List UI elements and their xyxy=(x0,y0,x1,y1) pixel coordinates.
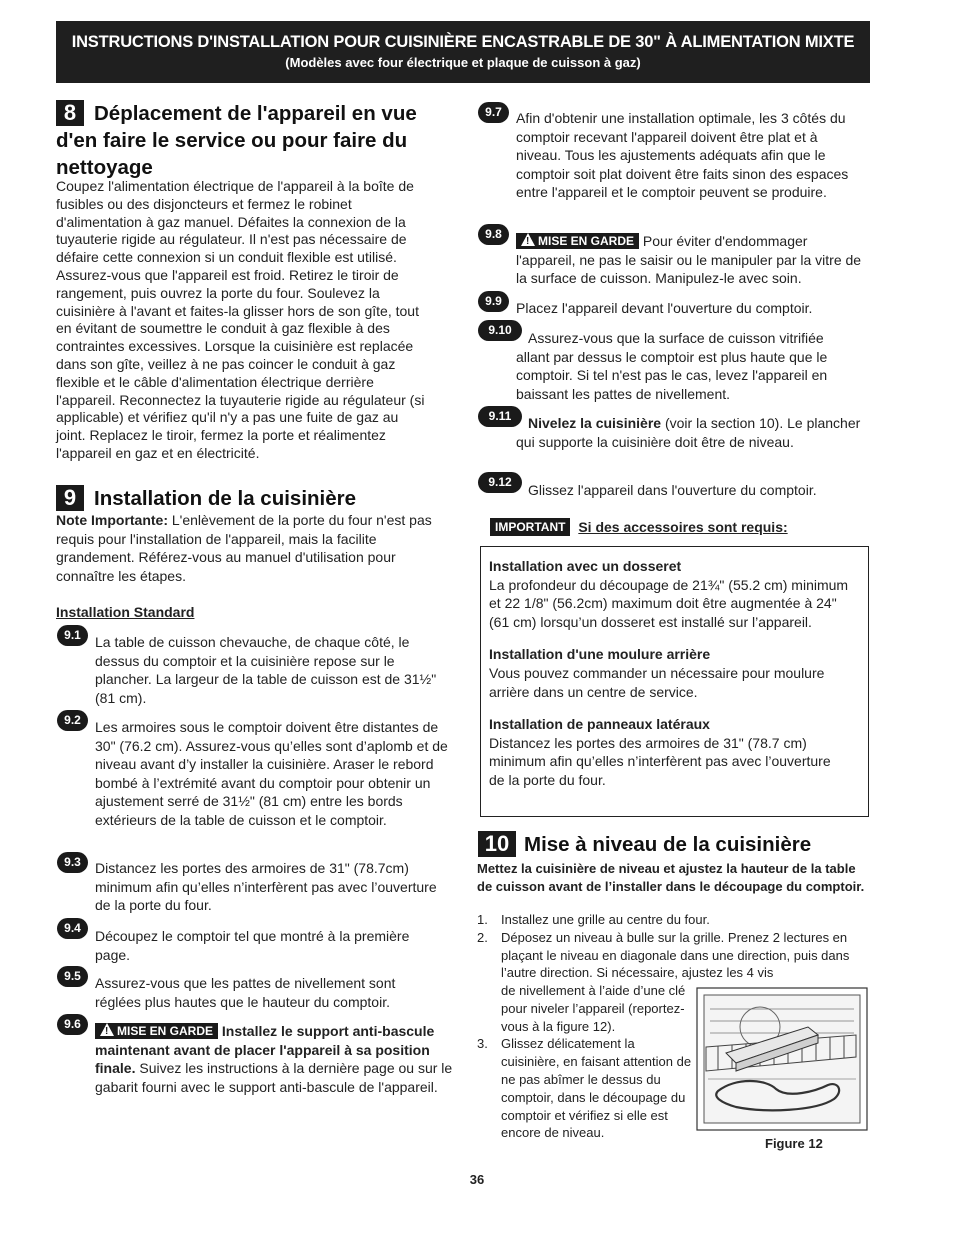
important-line xyxy=(490,518,788,536)
rear-trim-text: Vous pouvez commander un nécessaire pour moulure arrière dans un centre de service. xyxy=(489,664,825,700)
header-subtitle: (Modèles avec four électrique et plaque de cuisson à gaz) xyxy=(285,55,641,70)
list-item: de nivellement à l’aide d’une clé pour niveler l’appareil (reportez-vous à la figure 12). xyxy=(501,983,686,1034)
section-9-note: Note Importante: L'enlèvement de la porte du four n'est pas requis pour l'installation de l'appareil, mais la facilite grandement. Référez-vous au manuel d'utilisation pour connaître les étapes. xyxy=(56,512,432,584)
page-number: 36 xyxy=(469,1172,485,1187)
step-badge-9-5: 9.5 xyxy=(57,966,88,987)
step-9-9-text: Placez l'appareil devant l'ouverture du comptoir. xyxy=(516,300,813,316)
step-9-3-text: Distancez les portes des armoires de 31" (78.7cm) minimum afin qu’elles n’interfèrent pas avec l’ouverture de la porte du four. xyxy=(95,860,437,914)
section-9-title: 9 Installation de la cuisinière xyxy=(56,485,456,512)
figure-caption: Figure 12 xyxy=(765,1136,823,1151)
list-item: 3. Glissez délicatement la cuisinière, en faisant attention de ne pas abîmer le dessus du comptoir, dans le découpage du comptoir et vérifiez si elle est encore de niveau. xyxy=(477,1036,692,1141)
warning-icon xyxy=(521,233,535,246)
step-badge-9-10: 9.10 xyxy=(478,320,522,341)
side-panels-text: Distancez les portes des armoires de 31" (78.7 cm) minimum afin qu’elles n’interfèrent pas avec l’ouverture de la porte du four. xyxy=(489,734,831,788)
step-9-4-text: Découpez le comptoir tel que montré à la première page. xyxy=(95,928,410,963)
important-text: Si des accessoires sont requis: xyxy=(578,519,788,535)
section-10-title: 10 Mise à niveau de la cuisinière xyxy=(478,831,878,858)
step-9-5-text: Assurez-vous que les pattes de nivellement sont réglées plus hautes que le hauteur du comptoir. xyxy=(95,975,396,1010)
section-10-number: 10 xyxy=(478,831,516,857)
backsplash-heading: Installation avec un dosseret xyxy=(489,558,682,574)
section-9-number: 9 xyxy=(56,485,84,511)
list-item: 1. Installez une grille au centre du four. xyxy=(477,912,710,927)
figure-12-oven-illustration xyxy=(696,987,868,1131)
section-10-intro: Mettez la cuisinière de niveau et ajustez la hauteur de la table de cuisson avant de l’installer dans le découpage du comptoir. xyxy=(477,861,865,894)
warning-icon xyxy=(100,1023,114,1036)
header-banner xyxy=(56,21,870,83)
warning-tag: ! MISE EN GARDE xyxy=(95,1023,218,1039)
important-tag: IMPORTANT xyxy=(490,518,570,536)
step-badge-9-6: 9.6 xyxy=(57,1014,88,1035)
section-8 xyxy=(56,100,456,181)
section-8-title: 8 Déplacement de l'appareil en vue d'en faire le service ou pour faire du nettoyage xyxy=(56,100,417,179)
section-8-body: Coupez l'alimentation électrique de l'appareil à la boîte de fusibles ou des disjoncteurs et fermez le robinet d'alimentation à gaz manuel. Défaites la connexion de la tuyauterie rigide au régulateur. Il n'est pas nécessaire de défaire cette connexion si un conduit flexible est utilisé. Assurez-vous que l'appareil est froid. Retirez le tiroir de rangement, puis ouvrez la porte du four. Soulevez la cuisinière à l'avant et faites-la glisser hors de son gîte, tout en évitant de soumettre le conduit à gaz flexible à des contraintes excessives. Lorsque la cuisinière est replacée dans son gîte, veillez à ne pas coincer le conduit à gaz flexible et le câble d'alimentation électrique derrière l'appareil. Reconnectez la tuyauterie rigide au régulateur (si applicable) et vérifiez qu'il n'y a pas une fuite de gaz au joint. Replacez le tiroir, fermez la porte et réalimentez l'appareil en gaz et en électricité. xyxy=(56,178,425,461)
step-badge-9-1: 9.1 xyxy=(57,625,88,646)
step-9-8-text: ! MISE EN GARDE Pour éviter d'endommager l'appareil, ne pas le saisir ou le manipuler par la vitre de la surface de cuisson. Manipulez-le avec soin. xyxy=(516,232,868,288)
step-badge-9-4: 9.4 xyxy=(57,918,88,939)
step-9-6-text: ! MISE EN GARDE Installez le support anti-bascule maintenant avant de placer l'appareil à sa position finale. Suivez les instructions à la dernière page ou sur le gabarit fourni avec le support anti-bascule de l'appareil. xyxy=(95,1022,455,1096)
step-9-10-text: Assurez-vous que la surface de cuisson vitrifiée allant par dessus le comptoir est plus haute que le comptoir. Si tel n'est pas le cas, levez l'appareil en baissant les pattes de nivellement. xyxy=(516,330,828,402)
step-badge-9-2: 9.2 xyxy=(57,710,88,731)
list-item: 2. Déposez un niveau à bulle sur la grille. Prenez 2 lectures en plaçant le niveau en diagonale dans une direction, puis dans l’autre direction. Si nécessaire, ajustez les 4 vis xyxy=(477,929,850,981)
step-9-12-text: Glissez l'appareil dans l'ouverture du comptoir. xyxy=(528,482,817,498)
step-badge-9-11: 9.11 xyxy=(478,406,522,427)
step-badge-9-3: 9.3 xyxy=(57,852,88,873)
standard-installation-heading: Installation Standard xyxy=(56,604,195,620)
side-panels-heading: Installation de panneaux latéraux xyxy=(489,716,710,733)
step-9-7-text: Afin d'obtenir une installation optimale, les 3 côtés du comptoir recevant l'appareil doivent être plat et à niveau. Tous les ajustements adéquats afin que le comptoir soit plat doivent être faits sinon des espaces entre l'appareil et le comptoir peuvent se produire. xyxy=(516,110,849,201)
step-9-2-text: Les armoires sous le comptoir doivent être distantes de 30" (76.2 cm). Assurez-vous qu’elles sont d’aplomb et de niveau avant d’y installer la cuisinière. Araser le rebord bombé à l’extrémité avant du comptoir pour obtenir un ajustement serré de 31½" (81 cm) entre les bords extérieurs de la table de cuisson et le comptoir. xyxy=(95,719,448,828)
backsplash-text: La profondeur du découpage de 21¾" (55.2 cm) minimum et 22 1/8" (56.2cm) maximum doit être augmentée à 24" (61 cm) lorsqu’un dosseret est installé sur l’appareil. xyxy=(489,576,849,630)
step-badge-9-8: 9.8 xyxy=(478,224,509,245)
step-9-1-text: La table de cuisson chevauche, de chaque côté, le dessus du comptoir et la cuisinière repose sur le plancher. La largeur de la table de cuisson est de 31½" (81 cm). xyxy=(95,634,437,706)
section-8-number: 8 xyxy=(56,100,84,126)
section-10-list xyxy=(477,911,867,982)
step-badge-9-12: 9.12 xyxy=(478,472,522,493)
step-9-11-text: Nivelez la cuisinière (voir la section 10). Le plancher qui supporte la cuisinière doit être de niveau. xyxy=(516,415,861,450)
section-10-list-continued xyxy=(477,982,692,1142)
rear-trim-heading: Installation d'une moulure arrière xyxy=(489,646,711,663)
header-title: INSTRUCTIONS D'INSTALLATION POUR CUISINIÈRE ENCASTRABLE DE 30" À ALIMENTATION MIXTE xyxy=(71,33,855,51)
accessories-box xyxy=(480,546,869,817)
warning-tag: ! MISE EN GARDE xyxy=(516,233,639,249)
step-badge-9-7: 9.7 xyxy=(478,102,509,123)
step-badge-9-9: 9.9 xyxy=(478,291,509,312)
